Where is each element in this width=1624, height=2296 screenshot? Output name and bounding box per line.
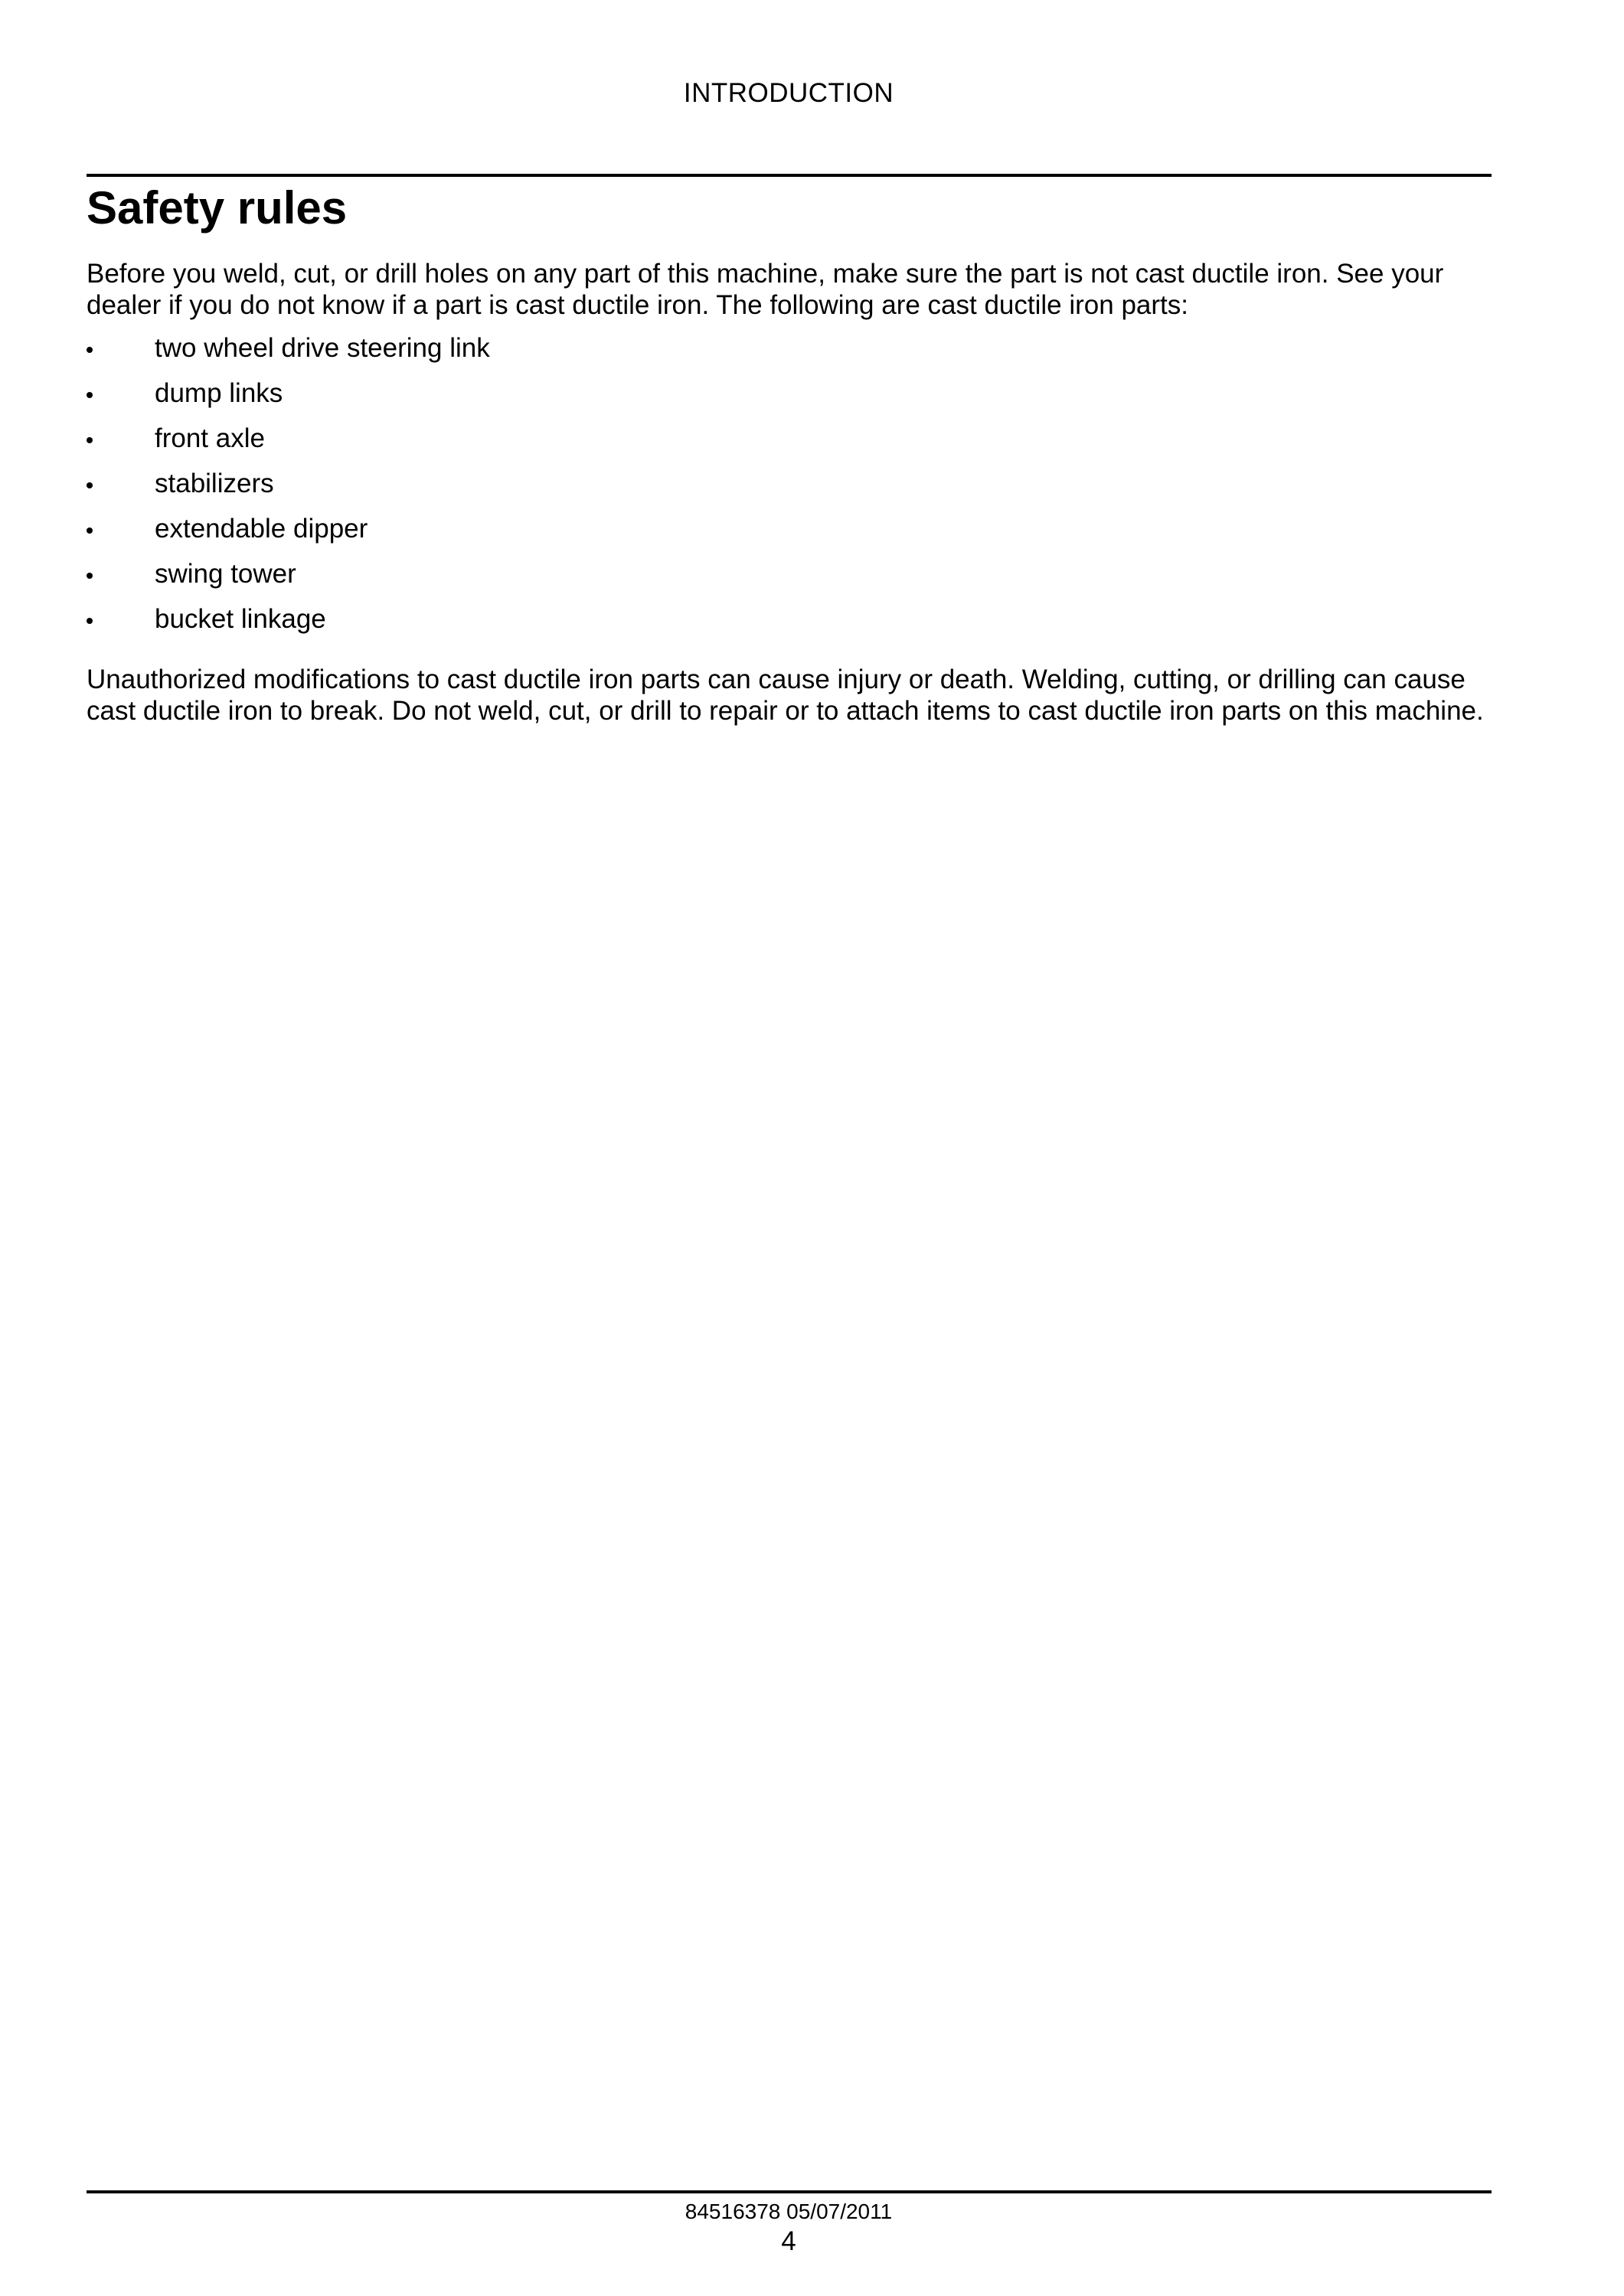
warning-paragraph: Unauthorized modifications to cast ductile iron parts can cause injury or death. Welding, cutting, or drilling can cause cast ductile iron to break. Do not weld, cut, or drill to repair or to attach items to cast ductile iron parts on this machine. [87,665,1484,726]
bullet-icon [87,482,93,488]
document-id: 84516378 05/07/2011 [685,2200,893,2223]
header-divider [87,174,1492,177]
list-item-label: dump links [155,378,283,408]
bullet-icon [87,573,93,579]
list-item-label: front axle [155,423,265,453]
footer-divider [87,2190,1492,2193]
bullet-icon [87,347,93,353]
list-item-label: extendable dipper [155,514,368,544]
running-header: INTRODUCTION [683,78,894,108]
page-number: 4 [781,2226,796,2256]
bullet-icon [87,437,93,443]
section-title: Safety rules [87,182,348,234]
list-item-label: two wheel drive steering link [155,333,490,363]
list-item-label: swing tower [155,559,296,589]
intro-paragraph: Before you weld, cut, or drill holes on any part of this machine, make sure the part is not cast ductile iron. See your dealer if you do not know if a part is cast ductile iron. The following are cast ductile iron parts: [87,259,1444,320]
list-item-label: bucket linkage [155,604,326,634]
bullet-icon [87,527,93,534]
bullet-icon [87,618,93,624]
list-item-label: stabilizers [155,469,274,498]
bullet-icon [87,392,93,398]
